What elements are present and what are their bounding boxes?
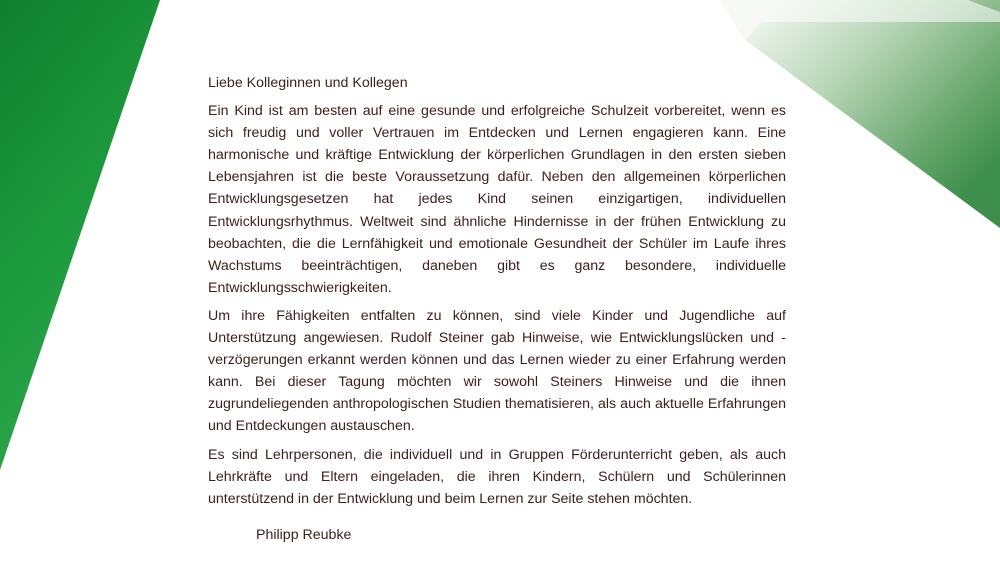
letter-paragraph-1: Ein Kind ist am besten auf eine gesunde und erfolgreiche Schulzeit vorbereitet, wenn es sich freudig und voller Vertrauen im Entdecken und Lernen engagieren kann. Eine harmonische und kräftige Entwicklung der körperlichen Grundlagen in den ersten sieben Lebensjahren ist die beste Voraussetzung dafür. Neben den allgemeinen körperlichen Entwicklungsgesetzen hat jedes Kind seinen einzigartigen, individuellen Entwicklungsrhythmus. Weltweit sind ähnliche Hindernisse in der frühen Entwicklung zu beobachten, die die Lernfähigkeit und emotionale Gesundheit der Schüler im Laufe ihres Wachstums beeinträchtigen, daneben gibt es ganz besondere, individuelle Entwicklungsschwierigkeiten. — [208, 103, 786, 296]
letter-paragraph-3: Es sind Lehrpersonen, die individuell und in Gruppen Förderunterricht geben, als auch Lehrkräfte und Eltern eingeladen, die ihren Kindern, Schülern und Schülerinnen unterstützend in der Entwicklung und beim Lernen zur Seite stehen möchten. — [208, 446, 786, 507]
letter-body — [208, 72, 786, 546]
letter-paragraph-2: Um ihre Fähigkeiten entfalten zu können, sind viele Kinder und Jugendliche auf Unterstützung angewiesen. Rudolf Steiner gab Hinweise, wie Entwicklungslücken und -verzögerungen erkannt werden können und das Lernen wieder zu einer Erfahrung werden kann. Bei dieser Tagung möchten wir sowohl Steiners Hinweise und die ihnen zugrundeliegenden anthropologischen Studien thematisieren, als auch aktuelle Erfahrungen und Entdeckungen austauschen. — [208, 307, 786, 435]
letter-salutation: Liebe Kolleginnen und Kollegen — [208, 75, 408, 91]
letter-signature: Philipp Reubke — [256, 526, 352, 543]
left-green-stripe — [0, 0, 160, 470]
